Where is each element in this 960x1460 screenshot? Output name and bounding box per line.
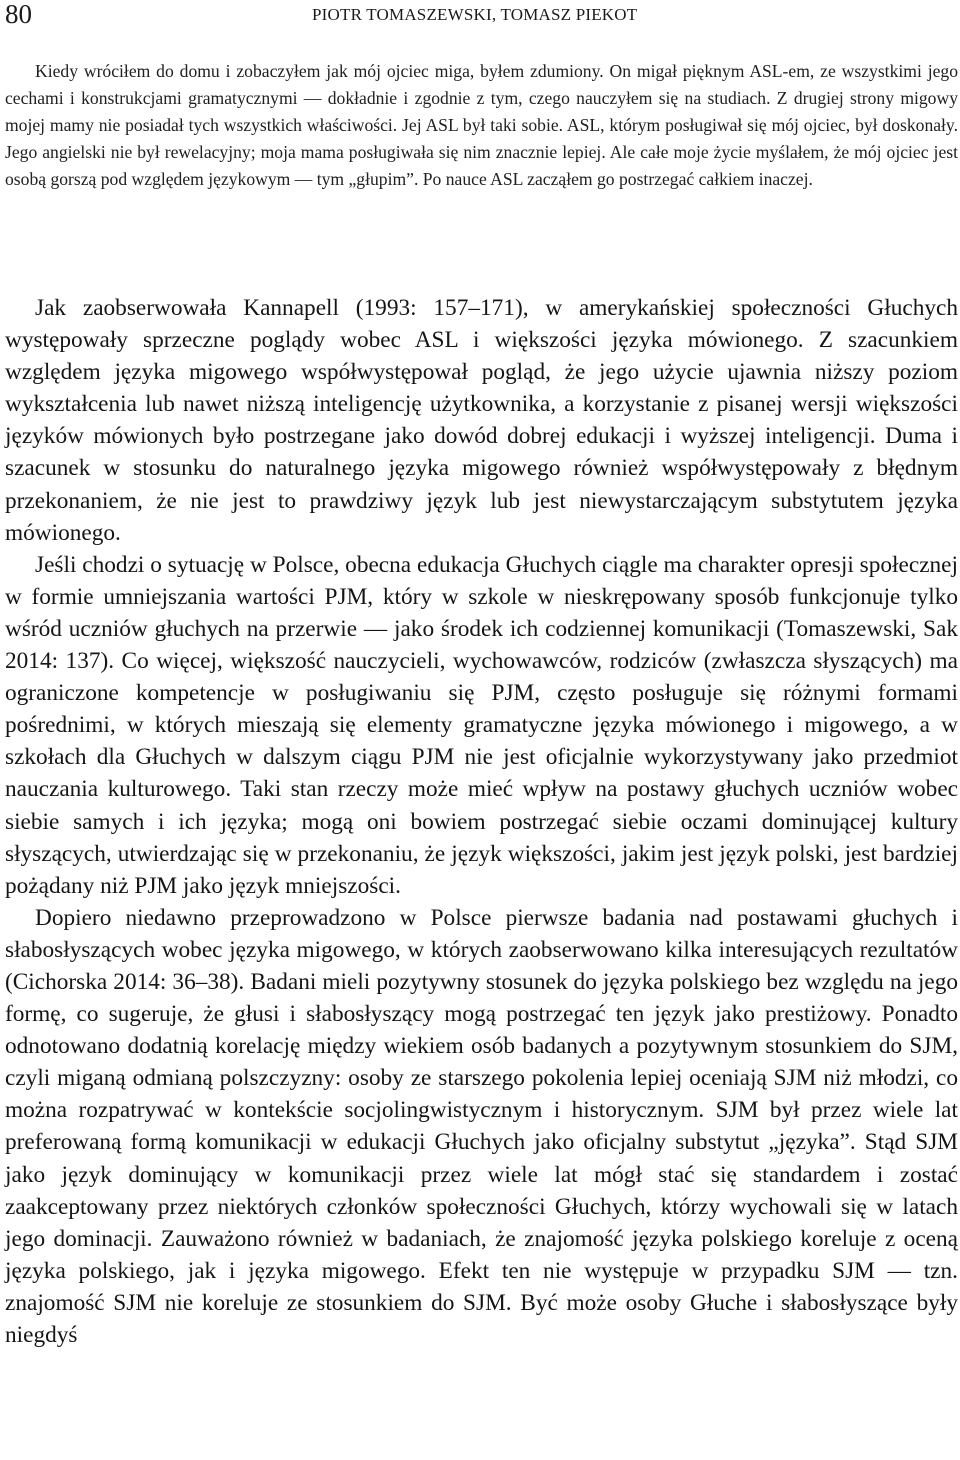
body-text bbox=[5, 292, 958, 1351]
body-paragraph-1: Jak zaobserwowała Kannapell (1993: 157–171), w amerykańskiej społeczności Głuchych występowały sprzeczne poglądy wobec ASL i większości języka mówionego. Z szacunkiem względem języka migowego współwystępował pogląd, że jego użycie ujawnia niższy poziom wykształcenia lub nawet niższą inteligencję użytkownika, a korzystanie z pisanej wersji większości języków mówionych było postrzegane jako dowód dobrej edukacji i wyższej inteligencji. Duma i szacunek w stosunku do naturalnego języka migowego również współwystępowały z błędnym przekonaniem, że nie jest to prawdziwy język lub jest niewystarczającym substytutem języka mówionego. bbox=[5, 295, 958, 546]
body-paragraph-3: Dopiero niedawno przeprowadzono w Polsce pierwsze badania nad postawami głuchych i słabosłyszących wobec języka migowego, w których zaobserwowano kilka interesujących rezultatów (Cichorska 2014: 36–38). Badani mieli pozytywny stosunek do języka polskiego bez względu na jego formę, co sugeruje, że głusi i słabosłyszący mogą postrzegać ten język jako prestiżowy. Ponadto odnotowano dodatnią korelację między wiekiem osób badanych a pozytywnym stosunkiem do SJM, czyli miganą odmianą polszczyzny: osoby ze starszego pokolenia lepiej oceniają SJM niż młodzi, co można rozpatrywać w kontekście socjolingwistycznym i historycznym. SJM był przez wiele lat preferowaną formą komunikacji w edukacji Głuchych jako oficjalny substytut „języka”. Stąd SJM jako język dominujący w komunikacji przez wiele lat mógł stać się standardem i zostać zaakceptowany przez niektórych członków społeczności Głuchych, którzy wychowali się w latach jego dominacji. Zauważono również w badaniach, że znajomość języka polskiego koreluje z oceną języka polskiego, jak i języka migowego. Efekt ten nie występuje w przypadku SJM — tzn. znajomość SJM nie koreluje ze stosunkiem do SJM. Być może osoby Głuche i słabosłyszące były niegdyś bbox=[5, 904, 958, 1348]
block-quote bbox=[5, 58, 958, 193]
running-head: PIOTR TOMASZEWSKI, TOMASZ PIEKOT bbox=[312, 5, 638, 24]
quote-paragraph: Kiedy wróciłem do domu i zobaczyłem jak mój ojciec miga, byłem zdumiony. On migał pięknym ASL-em, ze wszystkimi jego cechami i konstrukcjami gramatycznymi — dokładnie i zgodnie z tym, czego nauczyłem się na studiach. Z drugiej strony migowy mojej mamy nie posiadał tych wszystkich właściwości. Jej ASL był taki sobie. ASL, którym posługiwał się mój ojciec, był doskonały. Jego angielski nie był rewelacyjny; moja mama posługiwała się nim znacznie lepiej. Ale całe moje życie myślałem, że mój ojciec jest osobą gorszą pod względem językowym — tym „głupim”. Po nauce ASL zacząłem go postrzegać całkiem inaczej. bbox=[5, 61, 958, 189]
page-header bbox=[0, 0, 960, 40]
page-number: 80 bbox=[5, 0, 32, 29]
body-paragraph-2: Jeśli chodzi o sytuację w Polsce, obecna edukacja Głuchych ciągle ma charakter opresji społecznej w formie umniejszania wartości PJM, który w szkole w nieskrępowany sposób funkcjonuje tylko wśród uczniów głuchych na przerwie — jako środek ich codziennej komunikacji (Tomaszewski, Sak 2014: 137). Co więcej, większość nauczycieli, wychowawców, rodziców (zwłaszcza słyszących) ma ograniczone kompetencje w posługiwaniu się PJM, często posługuje się różnymi formami pośrednimi, w których mieszają się elementy gramatyczne języka mówionego i migowego, a w szkołach dla Głuchych w dalszym ciągu PJM nie jest oficjalnie wykorzystywany jako przedmiot nauczania kulturowego. Taki stan rzeczy może mieć wpływ na postawy głuchych uczniów wobec siebie samych i ich języka; mogą oni bowiem postrzegać siebie oczami dominującej kultury słyszących, utwierdzając się w przekonaniu, że język większości, jakim jest język polski, jest bardziej pożądany niż PJM jako język mniejszości. bbox=[5, 551, 958, 899]
